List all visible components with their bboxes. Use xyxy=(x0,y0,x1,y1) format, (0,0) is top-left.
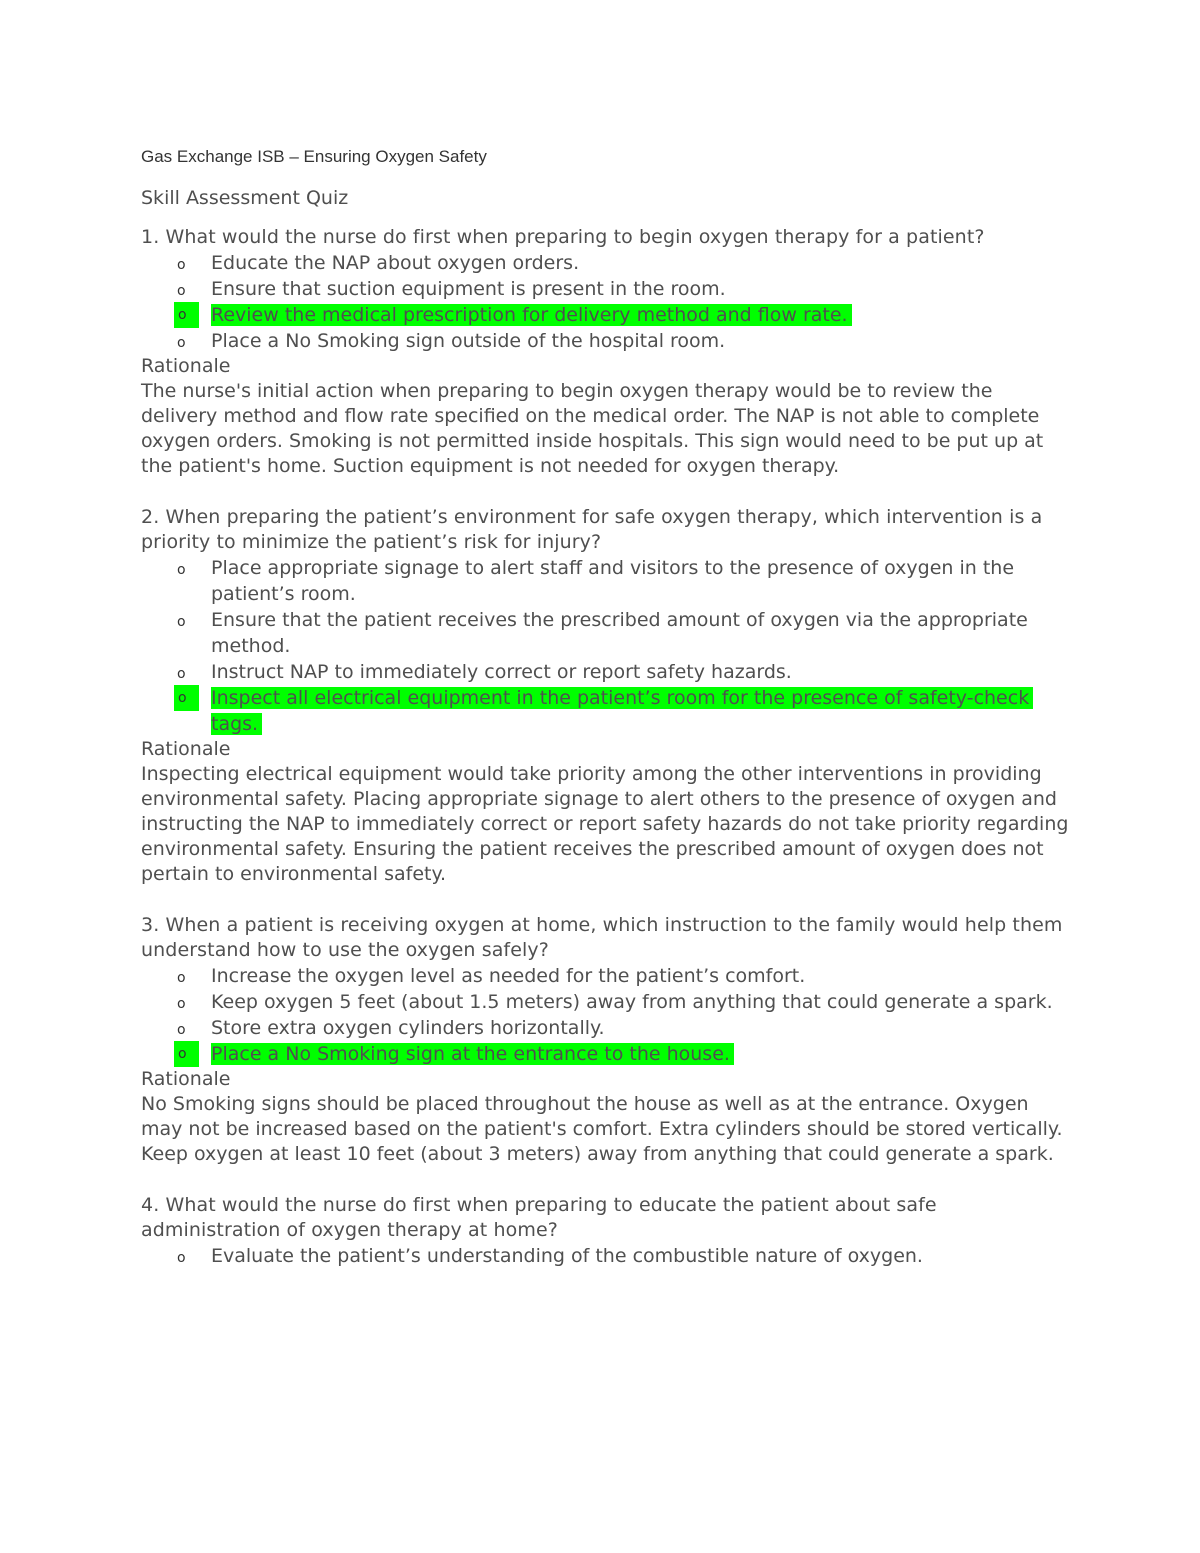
bullet-icon: o xyxy=(174,302,199,328)
answer-option-correct xyxy=(141,302,1071,328)
question-prompt: 2. When preparing the patient’s environment for safe oxygen therapy, which intervention is a priority to minimize the patient’s risk for injury? xyxy=(141,506,1043,553)
bullet-icon: o xyxy=(177,1022,186,1038)
answer-option xyxy=(141,607,1071,659)
bullet-icon: o xyxy=(177,970,186,986)
bullet-icon: o xyxy=(177,614,186,630)
bullet-icon: o xyxy=(177,283,186,299)
answer-option xyxy=(141,989,1071,1015)
answer-option-text: Place appropriate signage to alert staff and visitors to the presence of oxygen in the patient’s room. xyxy=(211,557,1015,605)
question-block xyxy=(141,913,1071,1193)
question-block xyxy=(141,1193,1071,1269)
rationale-label: Rationale xyxy=(141,1068,231,1090)
paragraph-gap xyxy=(141,479,1071,505)
bullet-icon: o xyxy=(177,996,186,1012)
answer-option-text: Instruct NAP to immediately correct or report safety hazards. xyxy=(211,661,792,683)
bullet-icon: o xyxy=(177,257,186,273)
answer-option xyxy=(141,555,1071,607)
answer-option-text: Evaluate the patient’s understanding of the combustible nature of oxygen. xyxy=(211,1245,923,1267)
bullet-icon: o xyxy=(177,1250,186,1266)
answer-options xyxy=(141,1243,1071,1269)
bullet-icon: o xyxy=(177,666,186,682)
answer-option xyxy=(141,276,1071,302)
question-block xyxy=(141,225,1071,505)
document-page xyxy=(141,143,1071,1269)
answer-option-text: Keep oxygen 5 feet (about 1.5 meters) away from anything that could generate a spark. xyxy=(211,991,1053,1013)
answer-option xyxy=(141,328,1071,354)
answer-options xyxy=(141,963,1071,1067)
answer-option-text: Place a No Smoking sign outside of the hospital room. xyxy=(211,330,726,352)
bullet-icon: o xyxy=(177,335,186,351)
answer-option-text: Inspect all electrical equipment in the patient’s room for the presence of safety-check tags. xyxy=(211,687,1033,735)
answer-option xyxy=(141,1015,1071,1041)
rationale-text: No Smoking signs should be placed throughout the house as well as at the entrance. Oxygen may not be increased based on the patient's comfort. Extra cylinders should be stored vertically. Keep oxygen at least 10 feet (about 3 meters) away from anything that could generate a spark. xyxy=(141,1093,1063,1165)
answer-option-text: Store extra oxygen cylinders horizontally. xyxy=(211,1017,605,1039)
answer-option xyxy=(141,250,1071,276)
rationale-text: Inspecting electrical equipment would take priority among the other interventions in providing environmental safety. Placing appropriate signage to alert others to the presence of oxygen and instructing the NAP to immediately correct or report safety hazards do not take priority regarding environmental safety. Ensuring the patient receives the prescribed amount of oxygen does not pertain to environmental safety. xyxy=(141,763,1069,885)
document-title: Gas Exchange ISB – Ensuring Oxygen Safety xyxy=(141,147,487,166)
answer-option xyxy=(141,659,1071,685)
answer-option-text: Educate the NAP about oxygen orders. xyxy=(211,252,580,274)
answer-options xyxy=(141,250,1071,354)
answer-option-text: Ensure that suction equipment is present in the room. xyxy=(211,278,726,300)
quiz-subtitle: Skill Assessment Quiz xyxy=(141,187,349,209)
rationale-label: Rationale xyxy=(141,738,231,760)
answer-options xyxy=(141,555,1071,737)
bullet-icon: o xyxy=(177,562,186,578)
answer-option-text: Review the medical prescription for delivery method and flow rate. xyxy=(211,304,852,326)
answer-option xyxy=(141,963,1071,989)
paragraph-gap xyxy=(141,1167,1071,1193)
answer-option-text: Ensure that the patient receives the prescribed amount of oxygen via the appropriate method. xyxy=(211,609,1028,657)
question-block xyxy=(141,505,1071,913)
bullet-icon: o xyxy=(174,685,199,711)
paragraph-gap xyxy=(141,887,1071,913)
answer-option-text: Place a No Smoking sign at the entrance to the house. xyxy=(211,1043,734,1065)
answer-option-text: Increase the oxygen level as needed for the patient’s comfort. xyxy=(211,965,806,987)
questions-container xyxy=(141,225,1071,1269)
question-prompt: 4. What would the nurse do first when preparing to educate the patient about safe administration of oxygen therapy at home? xyxy=(141,1194,937,1241)
rationale-text: The nurse's initial action when preparing to begin oxygen therapy would be to review the delivery method and flow rate specified on the medical order. The NAP is not able to complete oxygen orders. Smoking is not permitted inside hospitals. This sign would need to be put up at the patient's home. Suction equipment is not needed for oxygen therapy. xyxy=(141,380,1044,477)
answer-option-correct xyxy=(141,1041,1071,1067)
bullet-icon: o xyxy=(174,1041,199,1067)
rationale-label: Rationale xyxy=(141,355,231,377)
question-prompt: 3. When a patient is receiving oxygen at home, which instruction to the family would help them understand how to use the oxygen safely? xyxy=(141,914,1063,961)
answer-option xyxy=(141,1243,1071,1269)
answer-option-correct xyxy=(141,685,1071,737)
question-prompt: 1. What would the nurse do first when preparing to begin oxygen therapy for a patient? xyxy=(141,226,985,248)
